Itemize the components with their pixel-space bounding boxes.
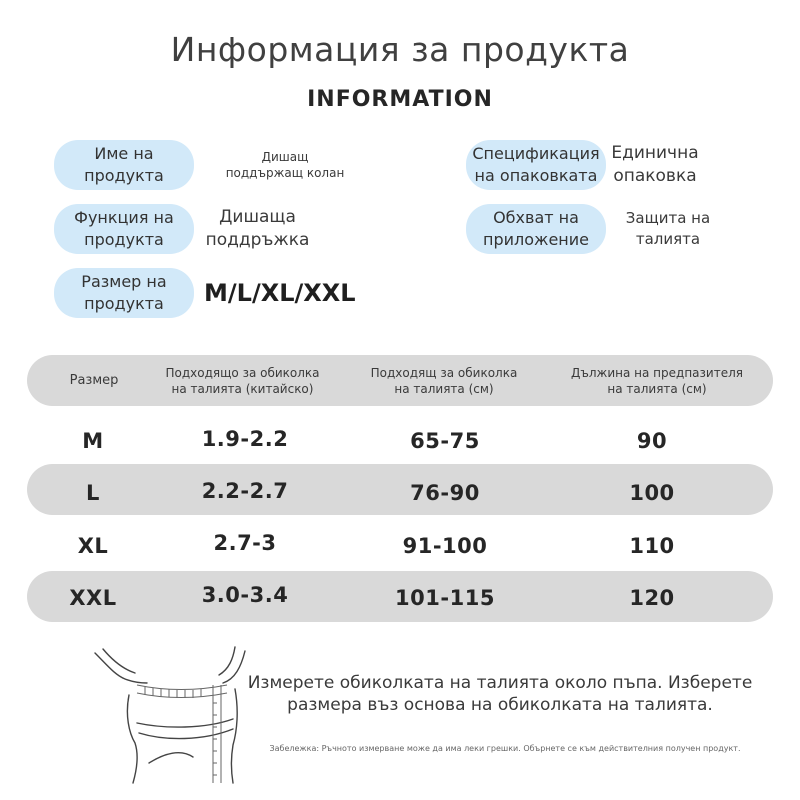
table-cell-waist-cm: 91-100 [402, 533, 488, 558]
product-size-label: Размер на продукта [54, 268, 194, 318]
page-subtitle: INFORMATION [307, 87, 493, 112]
measure-instruction: Измерете обиколката на талията около пъпа. Изберете размера въз основа на обиколката на талията. [247, 673, 753, 715]
column-header-size: Размер [69, 372, 119, 388]
table-cell-size: L [86, 480, 100, 505]
product-function-label: Функция на продукта [54, 204, 194, 254]
table-cell-length: 120 [629, 585, 675, 610]
packaging-spec-label: Спецификация на опаковката [466, 140, 606, 190]
table-cell-length: 90 [636, 428, 668, 453]
page-title: Информация за продукта [170, 30, 630, 69]
table-cell-waist-cm: 65-75 [410, 428, 480, 453]
table-cell-waist-chinese: 1.9-2.2 [201, 426, 289, 451]
table-cell-waist-cm: 76-90 [410, 480, 480, 505]
column-header-protector-length: Дължина на предпазителя на талията (см) [571, 365, 743, 396]
product-size-value: M/L/XL/XXL [204, 279, 356, 307]
measure-note: Забележка: Ръчното измерване може да има леки грешки. Обърнете се към действителния получен продукт. [269, 744, 741, 753]
table-cell-waist-chinese: 2.2-2.7 [201, 478, 289, 503]
table-cell-length: 100 [629, 480, 675, 505]
column-header-waist-cm: Подходящ за обиколка на талията (см) [370, 365, 518, 396]
application-scope-value: Защита на талията [625, 209, 711, 248]
table-cell-size: XL [77, 533, 109, 558]
table-cell-size: XXL [69, 585, 117, 610]
product-name-value: Дишащ поддържащ колан [225, 150, 345, 180]
table-cell-size: M [82, 428, 104, 453]
table-cell-waist-chinese: 2.7-3 [213, 530, 277, 555]
column-header-waist-chinese: Подходящо за обиколка на талията (китайско) [165, 365, 320, 396]
product-function-value: Дишаща поддръжка [205, 207, 310, 250]
table-cell-length: 110 [629, 533, 675, 558]
waist-measuring-tape-icon [85, 645, 255, 785]
product-name-label: Име на продукта [54, 140, 194, 190]
table-cell-waist-chinese: 3.0-3.4 [201, 582, 289, 607]
table-cell-waist-cm: 101-115 [395, 585, 495, 610]
application-scope-label: Обхват на приложение [466, 204, 606, 254]
packaging-spec-value: Единична опаковка [611, 143, 699, 186]
